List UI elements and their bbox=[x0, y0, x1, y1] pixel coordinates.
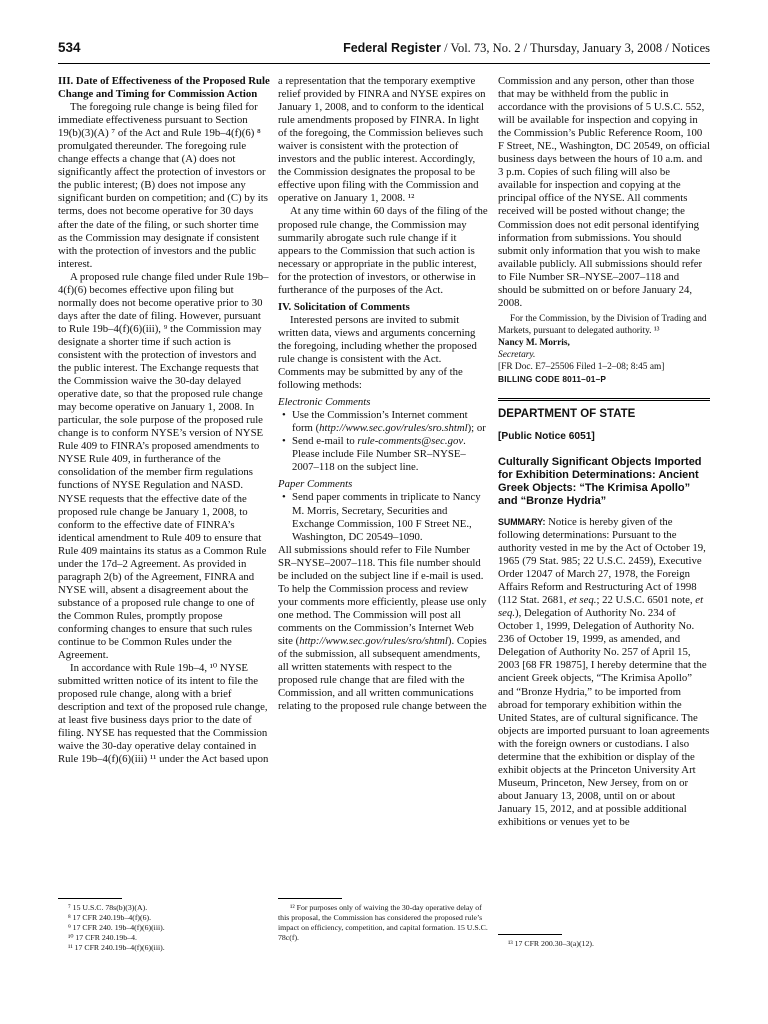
paragraph-text: ). Copies of the submission, all subsequent amendments, all written statements with respect to the proposed rule change that are filed with the Commission, and all written communications relating to the proposed rule change between the bbox=[278, 634, 487, 713]
bullet-text: Use the Commission’s Internet comment form ( bbox=[292, 409, 468, 435]
bullet-item bbox=[278, 409, 490, 435]
running-head bbox=[343, 41, 710, 56]
paragraph-text: All submissions should refer to File Number SR–NYSE–2007–118. This file number should be included on the subject line if e-mail is used. To help the Commission process and review your comments more efficiently, please use only one method. The Commission will post all comments on the Commission’s Internet Web site ( bbox=[278, 543, 487, 647]
summary-text: Notice is hereby given of the following determinations: Pursuant to the authority vested in me by the Act of October 19, 1965 (79 Stat. 985; 22 U.S.C. 2459), Executive Order 12047 of March 27, 1978, the Foreign Affairs Reform and Restructuring Act of 1998 (112 Stat. 2681, bbox=[498, 515, 706, 607]
paragraph: A proposed rule change filed under Rule 19b–4(f)(6) becomes effective upon filing but normally does not become operative prior to 30 days after the date of filing. However, pursuant to Rule 19b–4(f)(6)(iii), ⁹ the Commission may designate a shorter time if such action is consistent with the protection of investors and the public interest. The Exchange requests that the Commission waive the 30-day delayed operative date, so that the proposed rule change may become operative on January 1, 2008. In particular, the sole purpose of the proposed rule change is to conform NYSE’s version of NYSE Rule 409 to FINRA’s proposed amendments to NYSE Rule 409, in furtherance of the consolidation of the member firm regulations functions of NYSE Regulation and NASD. NYSE requests that the effective date of the proposed rule change be January 1, 2008, to conform to the effective date of FINRA’s identical amendment to Rule 409 to ensure that Rule 409 maintains its status as a Common Rule under the 17d–2 Agreement. As provided in paragraph 2(b) of the Agreement, FINRA and NYSE will, absent a disagreement about the substance of a proposed rule change to one of the Common Rules, promptly propose conforming changes to ensure that such rules continue to be Common Rules under the Agreement. bbox=[58, 270, 269, 662]
paragraph: a representation that the temporary exemptive relief provided by FINRA and NYSE expires on January 1, 2008, and to conform to the identical rule amendments proposed by FINRA. In light of the foregoing, the Commission believes such waiver is consistent with the protection of investors and the public interest. Accordingly, the Commission designates the proposal to be effective upon filing with the Commission and operative on January 1, 2008. ¹² bbox=[278, 75, 486, 205]
bullet-text: ); or bbox=[467, 422, 486, 435]
email-link[interactable]: rule-comments@sec.gov bbox=[357, 435, 464, 448]
footnote-rule bbox=[58, 898, 122, 899]
publication-name: Federal Register bbox=[343, 41, 442, 55]
summary-paragraph bbox=[498, 516, 710, 829]
footnote: ¹⁰ 17 CFR 240.19b–4. bbox=[68, 933, 137, 942]
comment-form-link[interactable]: http://www.sec.gov/rules/sro.shtml bbox=[319, 422, 468, 435]
footnotes-column-3 bbox=[498, 934, 710, 949]
column-1 bbox=[58, 75, 270, 766]
bullet-text: . Please include File Number SR–NYSE–2007–118 on the subject line. bbox=[292, 435, 466, 474]
summary-label: SUMMARY: bbox=[498, 516, 546, 527]
footnote: ¹¹ 17 CFR 240.19b–4(f)(6)(iii). bbox=[68, 943, 165, 952]
paragraph bbox=[278, 544, 490, 714]
section-heading-iv: IV. Solicitation of Comments bbox=[278, 300, 410, 313]
paragraph: Commission and any person, other than those that may be withheld from the public in accordance with the provisions of 5 U.S.C. 552, will be available for inspection and copying in the Commission’s Public Reference Room, 100 F Street, NE., Washington, DC 20549, on official business days between the hours of 10 a.m. and 3 p.m. Copies of such filing will also be available for inspection and copying at the principal office of the NYSE. All comments received will be posted without change; the Commission does not edit personal identifying information from submissions. You should submit only information that you wish to make available publicly. All submissions should refer to File Number SR–NYSE–2007–118 and should be submitted on or before January 24, 2008. bbox=[498, 75, 710, 309]
signatory-title: Secretary. bbox=[498, 349, 536, 360]
footnotes-column-1 bbox=[58, 898, 270, 953]
notice-title: Culturally Significant Objects Imported for Exhibition Determinations: Ancient Greek Objects: “The Krimisa Apollo” and “Bronze Hydria” bbox=[498, 455, 702, 507]
paragraph: At any time within 60 days of the filing of the proposed rule change, the Commission may summarily abrogate such rule change if it appears to the Commission that such action is necessary or appropriate in the public interest, for the protection of investors, or otherwise in furtherance of the purposes of the Act. bbox=[278, 205, 488, 296]
footnote: ⁸ 17 CFR 240.19b–4(f)(6). bbox=[68, 913, 152, 922]
paragraph: The foregoing rule change is being filed for immediate effectiveness pursuant to Section 19(b)(3)(A) ⁷ of the Act and Rule 19b–4(f)(6) ⁸ promulgated thereunder. The foregoing rule change effects a change that (A) does not significantly affect the protection of investors or the public interest; (B) does not impose any significant burden on competition; and (C) by its terms, does not become operative for 30 days after the date of the filing, or such shorter time as the Commission may designate if consistent with the protection of investors and the public interest. bbox=[58, 101, 268, 270]
sec-website-link[interactable]: http://www.sec.gov/rules/sro/shtml bbox=[299, 634, 448, 647]
issue-info: / Vol. 73, No. 2 / Thursday, January 3, 2008 / Notices bbox=[441, 41, 710, 55]
bullet-item: • Send paper comments in triplicate to Nancy M. Morris, Secretary, Securities and Exchange Commission, 100 F Street NE., Washington, DC 20549–1090. bbox=[278, 491, 490, 543]
footnote-rule bbox=[278, 898, 342, 899]
footnote: ⁷ 15 U.S.C. 78s(b)(3)(A). bbox=[68, 903, 148, 912]
footnote: ¹² For purposes only of waiving the 30-day operative delay of this proposal, the Commission has considered the proposed rule’s impact on efficiency, competition, and capital formation. 15 U.S.C. 78c(f). bbox=[278, 903, 488, 942]
section-divider bbox=[498, 398, 710, 399]
footnote-rule bbox=[498, 934, 562, 935]
billing-code: BILLING CODE 8011–01–P bbox=[498, 373, 607, 384]
bullet-item bbox=[278, 435, 490, 474]
signatory-name: Nancy M. Morris, bbox=[498, 337, 570, 348]
department-heading: DEPARTMENT OF STATE bbox=[498, 407, 636, 420]
summary-text: ; 22 U.S.C. 6501 note, bbox=[596, 594, 696, 607]
signature-intro: For the Commission, by the Division of Trading and Markets, pursuant to delegated authority. ¹³ bbox=[498, 313, 707, 336]
public-notice-number: [Public Notice 6051] bbox=[498, 430, 595, 442]
summary-text: et seq. bbox=[568, 594, 597, 607]
footnote: ⁹ 17 CFR 240. 19b–4(f)(6)(iii). bbox=[68, 923, 165, 932]
summary-text: ), Delegation of Authority No. 234 of October 1, 1999, Delegation of Authority No. 236 of October 19, 1999, as amended, and Delegation of Authority No. 257 of April 15, 2003 [68 FR 19875], I hereby determine that the ancient Greek objects, “The Krimisa Apollo” and “Bronze Hydria,” to be imported from abroad for temporary exhibition within the United States, are of cultural significance. The objects are imported pursuant to loan agreements with the foreign owners or custodians. I also determine that the exhibition or display of the exhibit objects at the Princeton University Art Museum, Princeton, New Jersey, from on or about January 13, 2008, until on or about January 15, 2012, and at possible additional exhibitions or venues yet to be bbox=[498, 607, 710, 828]
footnotes-column-2 bbox=[278, 898, 490, 943]
column-2 bbox=[278, 75, 490, 713]
bullet-text: Send e-mail to bbox=[292, 435, 358, 448]
paragraph: In accordance with Rule 19b–4, ¹⁰ NYSE submitted written notice of its intent to file the proposed rule change, along with a brief description and text of the proposed rule change, at least five business days prior to the date of filing. NYSE has requested that the Commission waive the 30-day operative delay contained in Rule 19b–4(f)(6)(iii) ¹¹ under the Act based upon bbox=[58, 662, 269, 766]
summary-text: et seq. bbox=[498, 594, 704, 620]
electronic-comments-heading: Electronic Comments bbox=[278, 396, 371, 409]
header-rule bbox=[58, 63, 710, 64]
page-number: 534 bbox=[58, 40, 81, 55]
page-header bbox=[58, 40, 710, 60]
footnote: ¹³ 17 CFR 200.30–3(a)(12). bbox=[508, 939, 594, 948]
section-divider bbox=[498, 400, 710, 401]
column-3 bbox=[498, 75, 710, 829]
paragraph: Interested persons are invited to submit written data, views and arguments concerning the foregoing, including whether the proposed rule change is consistent with the Act. Comments may be submitted by any of the following methods: bbox=[278, 313, 477, 392]
section-heading-iii: III. Date of Effectiveness of the Proposed Rule Change and Timing for Commission Action bbox=[58, 75, 270, 101]
fr-doc-line: [FR Doc. E7–25506 Filed 1–2–08; 8:45 am] bbox=[498, 361, 665, 372]
paper-comments-heading: Paper Comments bbox=[278, 478, 353, 491]
